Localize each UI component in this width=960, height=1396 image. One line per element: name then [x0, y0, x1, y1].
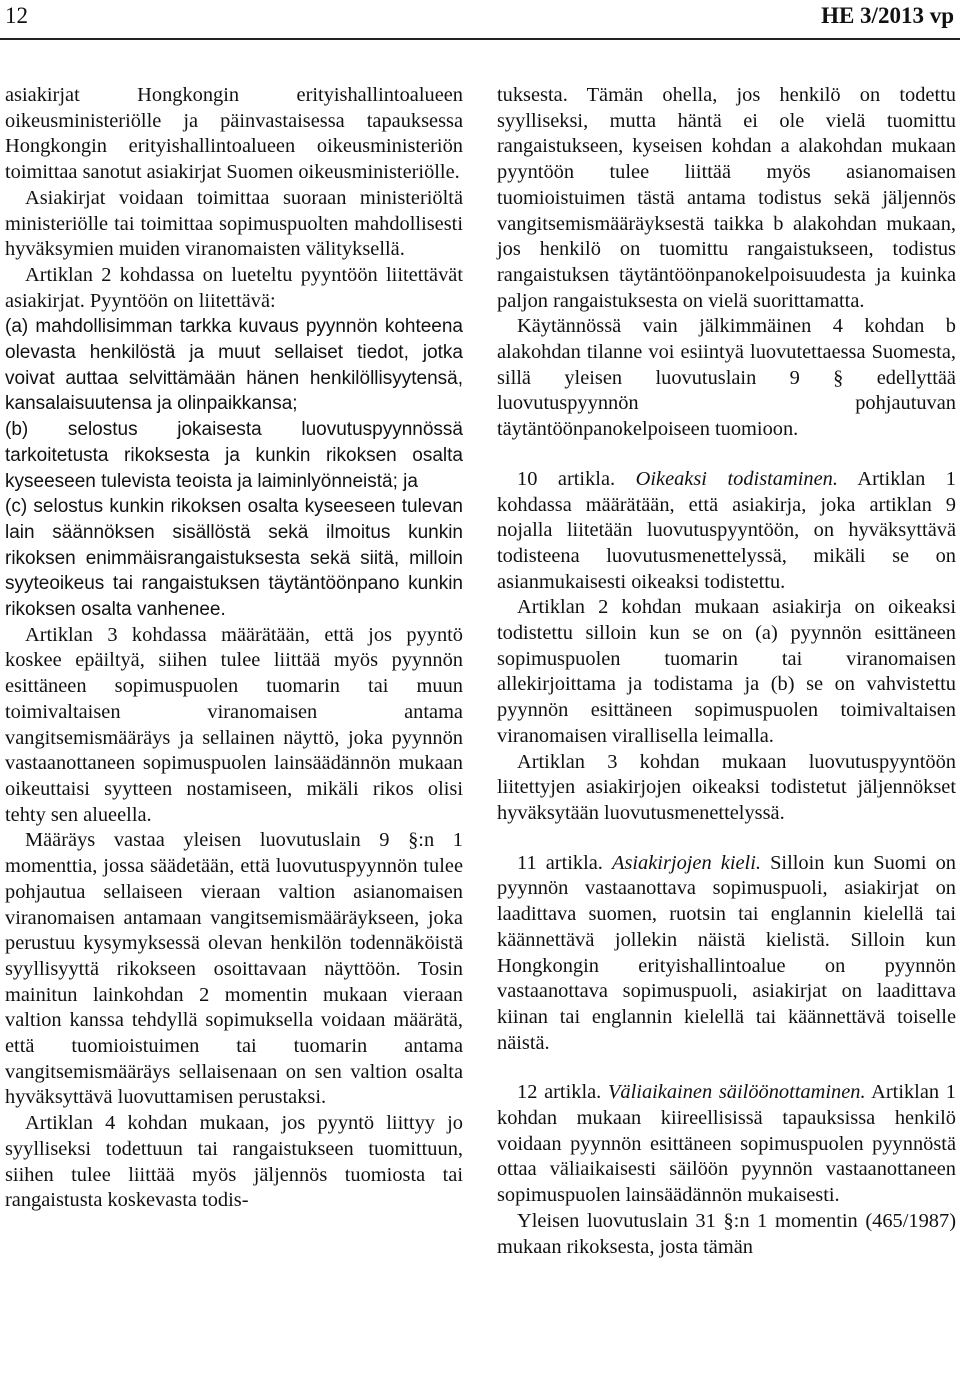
paragraph: Määräys vastaa yleisen luovutuslain 9 §:n 1 momenttia, jossa säädetään, että luovutuspyynnön tulee pohjautua sellaiseen vieraan valtion asianomaisen viranomaisen antamaan vangitsemismääräykseen, joka perustuu kysymyksessä olevan henkilön todennäköistä syyllisyyttä rikokseen osoittavaan näyttöön. Tosin mainitun lainkohdan 2 momentin mukaan vieraan valtion kanssa tehdyllä sopimuksella voidaan määrätä, että tuomioistuimen tai tuomarin antama vangitsemismääräys sellaisenaan on sen valtion osalta hyväksyttävä luovuttamisen perustaksi.: [5, 829, 463, 1109]
section-title: Väliaikainen säilöönottaminen.: [607, 1081, 866, 1104]
paragraph: Artiklan 2 kohdassa on lueteltu pyyntöön liitettävät asiakirjat. Pyyntöön on liitettävä:: [5, 263, 463, 312]
document-id: HE 3/2013 vp: [821, 3, 954, 28]
paragraph: Artiklan 4 kohdan mukaan, jos pyyntö liittyy jo syylliseksi todettuun tai rangaistukseen tuomittuun, siihen tulee liittää myös jäljennös tuomiosta tai rangaistusta koskevasta todis-: [5, 1112, 463, 1212]
paragraph: Artiklan 3 kohdassa määrätään, että jos pyyntö koskee epäiltyä, siihen tulee liittää myös pyynnön esittäneen sopimuspuolen tuomarin tai muun toimivaltaisen viranomaisen antama vangitsemismääräys ja sellainen näyttö, joka pyynnön vastaanottaneen sopimuspuolen lainsäädännön mukaan oikeuttaisi syytteen nostamiseen, mikäli rikos olisi tehty sen alueella.: [5, 623, 463, 826]
paragraph-text: Artiklan 1 kohdan mukaan kiireellisissä tapauksissa henkilö voidaan pyynnön esittäneen sopimuspuolen pyynnöstä ottaa väliaikaisesti säilöön pyynnön vastaanottaneen sopimuspuolen lainsäädännön mukaisesti.: [497, 1081, 956, 1207]
page-number: 12: [5, 3, 28, 28]
section-title: Asiakirjojen kieli.: [612, 851, 761, 874]
paragraph: Asiakirjat voidaan toimittaa suoraan ministeriöltä ministeriölle tai toimittaa sopimuspuolten mahdollisesti hyväksymien muiden viranomaisten välityksellä.: [5, 186, 463, 261]
right-column: [497, 83, 956, 1260]
paragraph-text: Artiklan 1 kohdassa määrätään, että asiakirja, joka artiklan 9 nojalla liitetään luovutuspyyntöön, on hyväksyttävä todisteena luovutusmenettelyssä, mikäli se on asianmukaisesti oikeaksi todistettu.: [497, 467, 957, 593]
section-11-intro: [497, 851, 956, 1057]
section-number: 11 artikla.: [517, 851, 603, 874]
paragraph: Artiklan 2 kohdan mukaan asiakirja on oikeaksi todistettu silloin kun se on (a) pyynnön esittäneen sopimuspuolen tuomarin tai viranomaisen allekirjoittama ja todistama ja (b) se on vahvistettu pyynnön esittäneen sopimuspuolen toimivaltaisen viranomaisen virallisella leimalla.: [497, 596, 956, 747]
left-column: [5, 83, 463, 1214]
paragraph: asiakirjat Hongkongin erityishallintoalueen oikeusministeriölle ja päinvastaisessa tapauksessa Hongkongin erityishallintoalueen oikeusministeriön toimittaa sanotut asiakirjat Suomen oikeusministeriölle.: [5, 84, 463, 184]
paragraph: Yleisen luovutuslain 31 §:n 1 momentin (465/1987) mukaan rikoksesta, josta tämän: [497, 1209, 956, 1258]
page-header: [0, 0, 960, 40]
list-item: (b) selostus jokaisesta luovutuspyynnössä tarkoitetusta rikoksesta ja kunkin rikoksen osalta kyseeseen tulevista teoista ja laiminlyönneistä; ja: [5, 419, 463, 492]
paragraph: Käytännössä vain jälkimmäinen 4 kohdan b alakohdan tilanne voi esiintyä luovutettaessa Suomesta, sillä yleisen luovutuslain 9 § edellyttää luovutuspyynnön pohjautuvan täytäntöönpanokelpoiseen tuomioon.: [497, 315, 956, 441]
list-item: (c) selostus kunkin rikoksen osalta kyseeseen tulevan lain säännöksen sisällöstä sekä ilmoitus kunkin rikoksen enimmäisrangaistuksesta sekä siitä, milloin syyteoikeus tai rangaistuksen täytäntöönpano kunkin rikoksen osalta vanhenee.: [5, 496, 463, 621]
section-number: 10 artikla.: [517, 467, 616, 490]
paragraph-text: Silloin kun Suomi on pyynnön vastaanottava sopimuspuoli, asiakirjat on laadittava suomen, ruotsin tai englannin kielellä tai käännettävä jollekin näistä kielistä. Silloin kun Hongkongin erityishallintoalue on pyynnön vastaanottava sopimuspuoli, asiakirjat on laadittava kiinan tai englannin kielellä tai käännettävä toiselle näistä.: [497, 851, 956, 1054]
paragraph: tuksesta. Tämän ohella, jos henkilö on todettu syylliseksi, mutta häntä ei ole vielä tuomittu rangaistukseen, kyseisen kohdan a alakohdan mukaan pyyntöön tulee liittää myös asianomaisen tuomioistuimen tästä antama todistus sekä jäljennös vangitsemismääräyksestä taikka b alakohdan mukaan, jos henkilö on tuomittu rangaistukseen, todistus rangaistuksen täytäntöönpanokelpoisuudesta ja kuinka paljon rangaistuksesta on vielä suorittamatta.: [497, 84, 956, 312]
paragraph: Artiklan 3 kohdan mukaan luovutuspyyntöön liitettyjen asiakirjojen oikeaksi todistetut jäljennökset hyväksytään luovutusmenettelyssä.: [497, 750, 956, 824]
header-rule: [0, 38, 960, 40]
section-12-intro: [497, 1080, 956, 1209]
section-title: Oikeaksi todistaminen.: [635, 467, 838, 490]
section-number: 12 artikla.: [517, 1081, 602, 1104]
section-10-intro: [497, 467, 956, 596]
list-item: (a) mahdollisimman tarkka kuvaus pyynnön kohteena olevasta henkilöstä ja muut sellaiset tiedot, jotka voivat auttaa selvittämään hänen henkilöllisyytensä, kansalaisuutensa ja olinpaikkansa;: [5, 316, 463, 415]
